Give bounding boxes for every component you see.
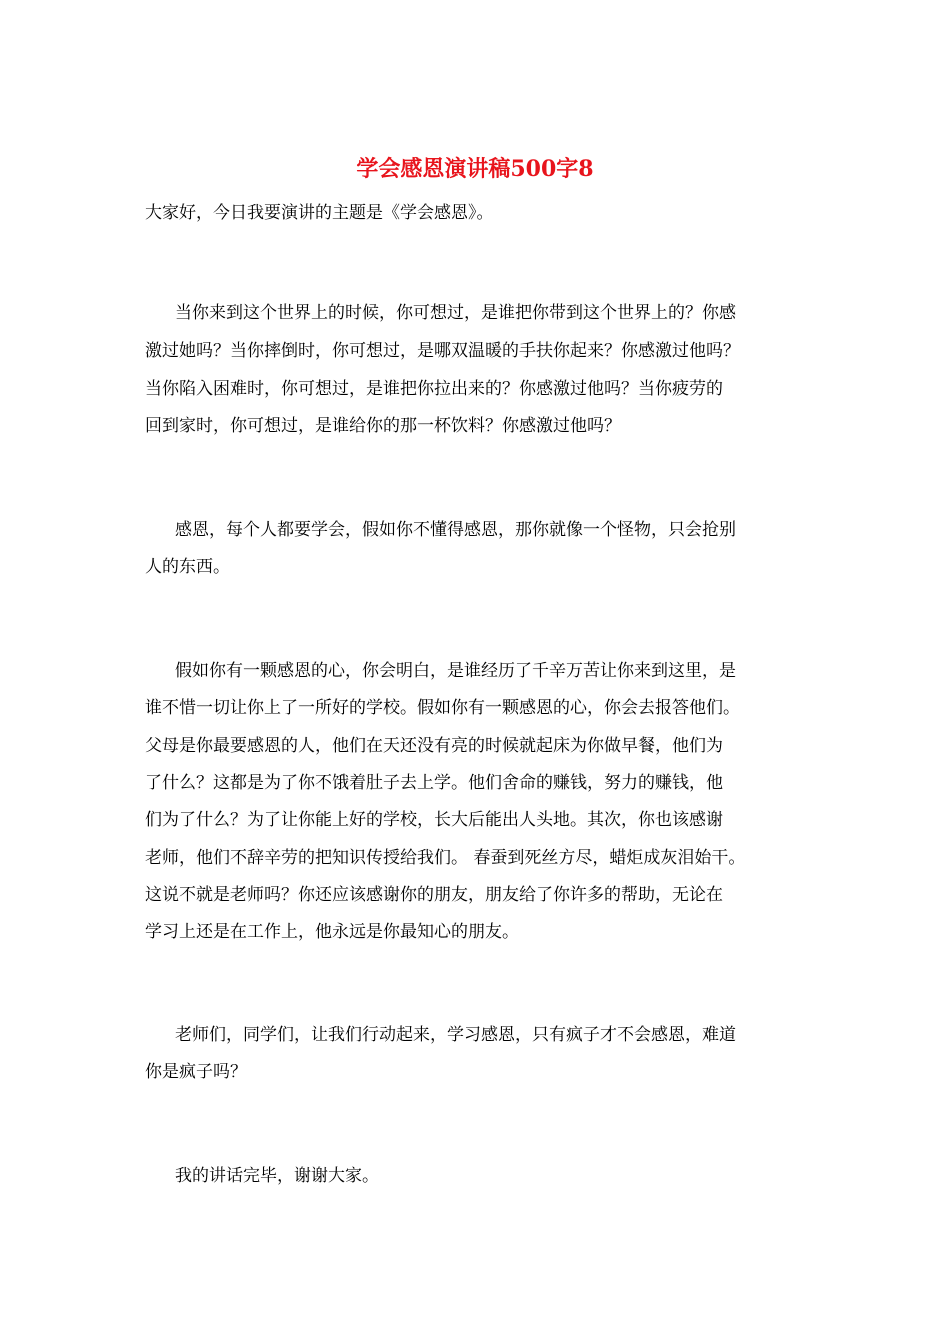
paragraph-3-line-4: 了什么？这都是为了你不饿着肚子去上学。他们舍命的赚钱，努力的赚钱，他 — [145, 773, 723, 793]
paragraph-3-line-8: 学习上还是在工作上，他永远是你最知心的朋友。 — [145, 922, 519, 942]
paragraph-2-line-1: 感恩，每个人都要学会，假如你不懂得感恩，那你就像一个怪物，只会抢别 — [175, 520, 736, 540]
paragraph-3-line-6: 老师，他们不辞辛劳的把知识传授给我们。 春蚕到死丝方尽，蜡炬成灰泪始干。 — [145, 848, 746, 868]
paragraph-2-line-2: 人的东西。 — [145, 557, 230, 577]
paragraph-3-line-5: 们为了什么？为了让你能上好的学校，长大后能出人头地。其次，你也该感谢 — [145, 810, 723, 830]
paragraph-1-line-3: 当你陷入困难时，你可想过，是谁把你拉出来的？你感激过他吗？当你疲劳的 — [145, 379, 723, 399]
paragraph-3-line-3: 父母是你最要感恩的人，他们在天还没有亮的时候就起床为你做早餐，他们为 — [145, 736, 723, 756]
paragraph-3-line-1: 假如你有一颗感恩的心，你会明白，是谁经历了千辛万苦让你来到这里，是 — [175, 661, 736, 681]
greeting-line: 大家好，今日我要演讲的主题是《学会感恩》。 — [145, 203, 494, 223]
paragraph-3-line-7: 这说不就是老师吗？你还应该感谢你的朋友，朋友给了你许多的帮助，无论在 — [145, 885, 723, 905]
paragraph-4-line-2: 你是疯子吗？ — [145, 1062, 247, 1082]
paragraph-4-line-1: 老师们，同学们，让我们行动起来，学习感恩，只有疯子才不会感恩，难道 — [175, 1025, 736, 1045]
document-title: 学会感恩演讲稿500字8 — [356, 156, 594, 182]
paragraph-5-line-1: 我的讲话完毕，谢谢大家。 — [175, 1166, 379, 1186]
paragraph-1-line-2: 激过她吗？当你摔倒时，你可想过，是哪双温暖的手扶你起来？你感激过他吗？ — [145, 341, 740, 361]
paragraph-1-line-1: 当你来到这个世界上的时候，你可想过，是谁把你带到这个世界上的？你感 — [175, 303, 736, 323]
paragraph-3-line-2: 谁不惜一切让你上了一所好的学校。假如你有一颗感恩的心，你会去报答他们。 — [145, 698, 740, 718]
paragraph-1-line-4: 回到家时，你可想过，是谁给你的那一杯饮料？你感激过他吗？ — [145, 416, 621, 436]
